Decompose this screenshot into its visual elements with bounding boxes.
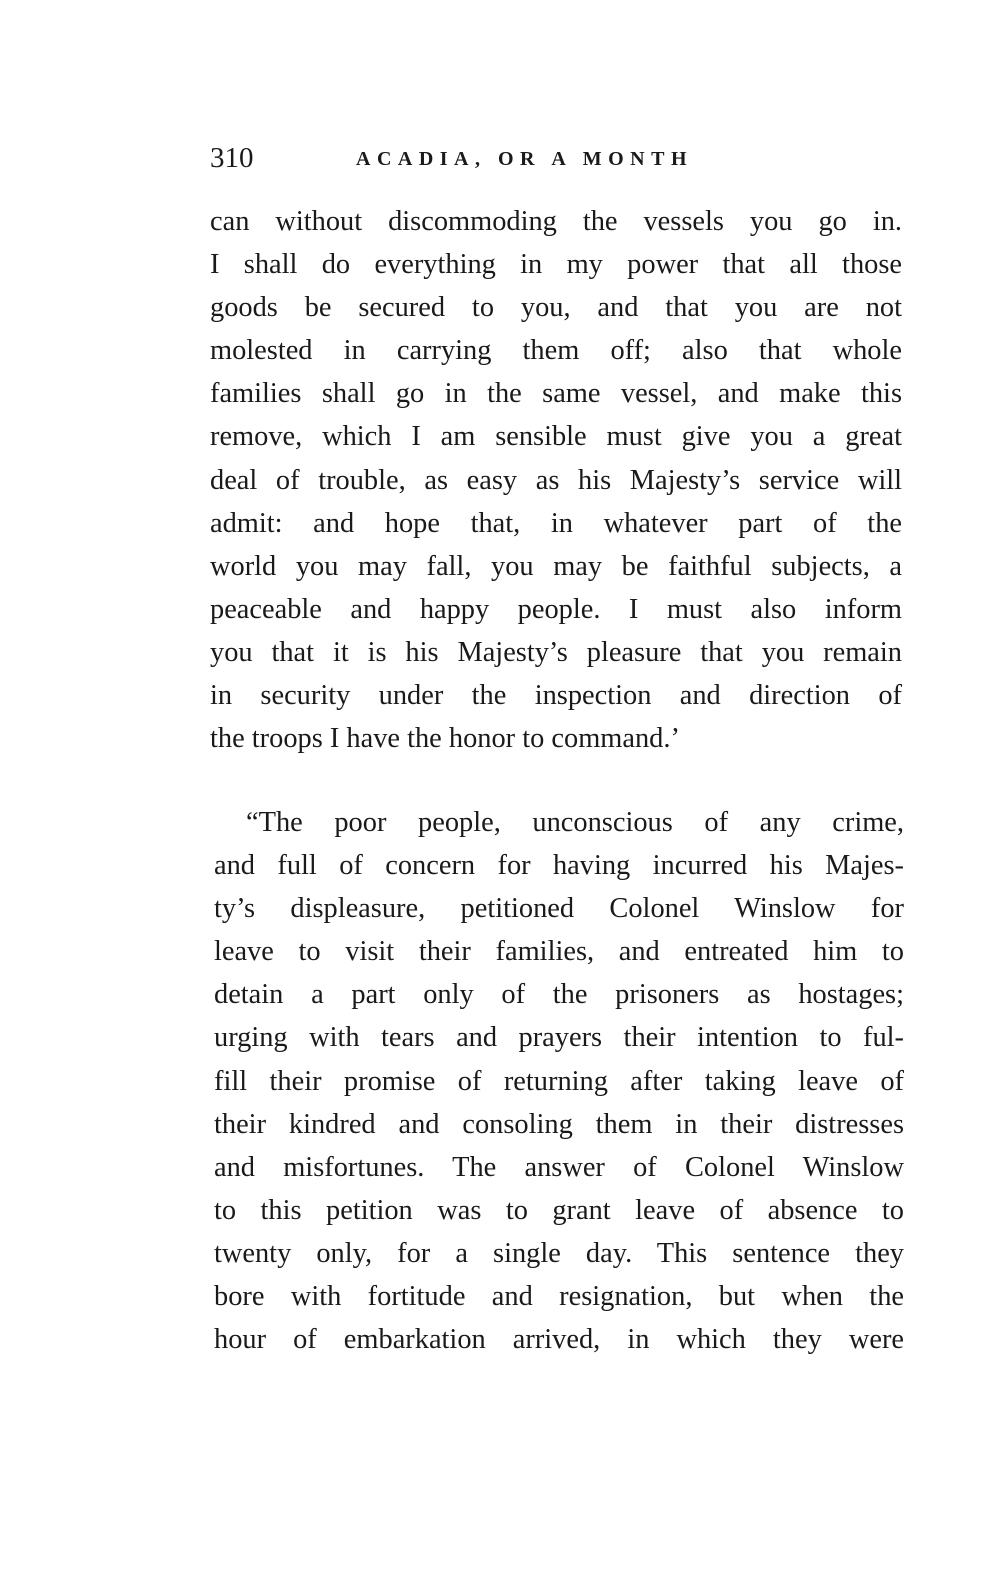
- text-line: I shall do everything in my power that all those: [210, 249, 902, 281]
- text-line: “The poor people, unconscious of any crime,: [246, 807, 904, 838]
- running-header: [210, 140, 910, 180]
- text-line: hour of embarkation arrived, in which they were: [214, 1324, 904, 1356]
- text-line: deal of trouble, as easy as his Majesty’s service will: [210, 464, 902, 496]
- text-line: can without discommoding the vessels you go in.: [210, 206, 902, 237]
- paragraph-letter-continuation: [210, 200, 902, 760]
- text-line: goods be secured to you, and that you are not: [210, 292, 902, 324]
- text-line: world you may fall, you may be faithful subjects, a: [210, 550, 902, 582]
- text-line: leave to visit their families, and entreated him to: [214, 936, 904, 968]
- text-line: in security under the inspection and direction of: [210, 680, 902, 712]
- text-line: detain a part only of the prisoners as hostages;: [214, 979, 904, 1011]
- text-line: families shall go in the same vessel, and make this: [210, 378, 902, 410]
- text-line: molested in carrying them off; also that whole: [210, 335, 902, 367]
- page-number: 310: [210, 142, 254, 174]
- text-line: twenty only, for a single day. This sentence they: [214, 1237, 904, 1269]
- text-line: fill their promise of returning after taking leave of: [214, 1065, 904, 1097]
- text-line: their kindred and consoling them in their distresses: [214, 1108, 904, 1140]
- text-line: urging with tears and prayers their intention to ful-: [214, 1022, 904, 1054]
- text-line: the troops I have the honor to command.’: [210, 723, 680, 755]
- text-line: and full of concern for having incurred his Majes-: [214, 850, 904, 882]
- text-line: admit: and hope that, in whatever part of the: [210, 507, 902, 539]
- text-line: to this petition was to grant leave of absence to: [214, 1194, 904, 1226]
- paragraph-narrative: [214, 801, 904, 1361]
- text-line: and misfortunes. The answer of Colonel Winslow: [214, 1151, 904, 1183]
- text-line: ty’s displeasure, petitioned Colonel Winslow for: [214, 893, 904, 925]
- text-line: remove, which I am sensible must give you a great: [210, 421, 902, 453]
- running-title: ACADIA, OR A MONTH: [356, 148, 694, 170]
- text-line: peaceable and happy people. I must also inform: [210, 593, 902, 625]
- text-line: you that it is his Majesty’s pleasure that you remain: [210, 636, 902, 668]
- text-line: bore with fortitude and resignation, but when the: [214, 1281, 904, 1313]
